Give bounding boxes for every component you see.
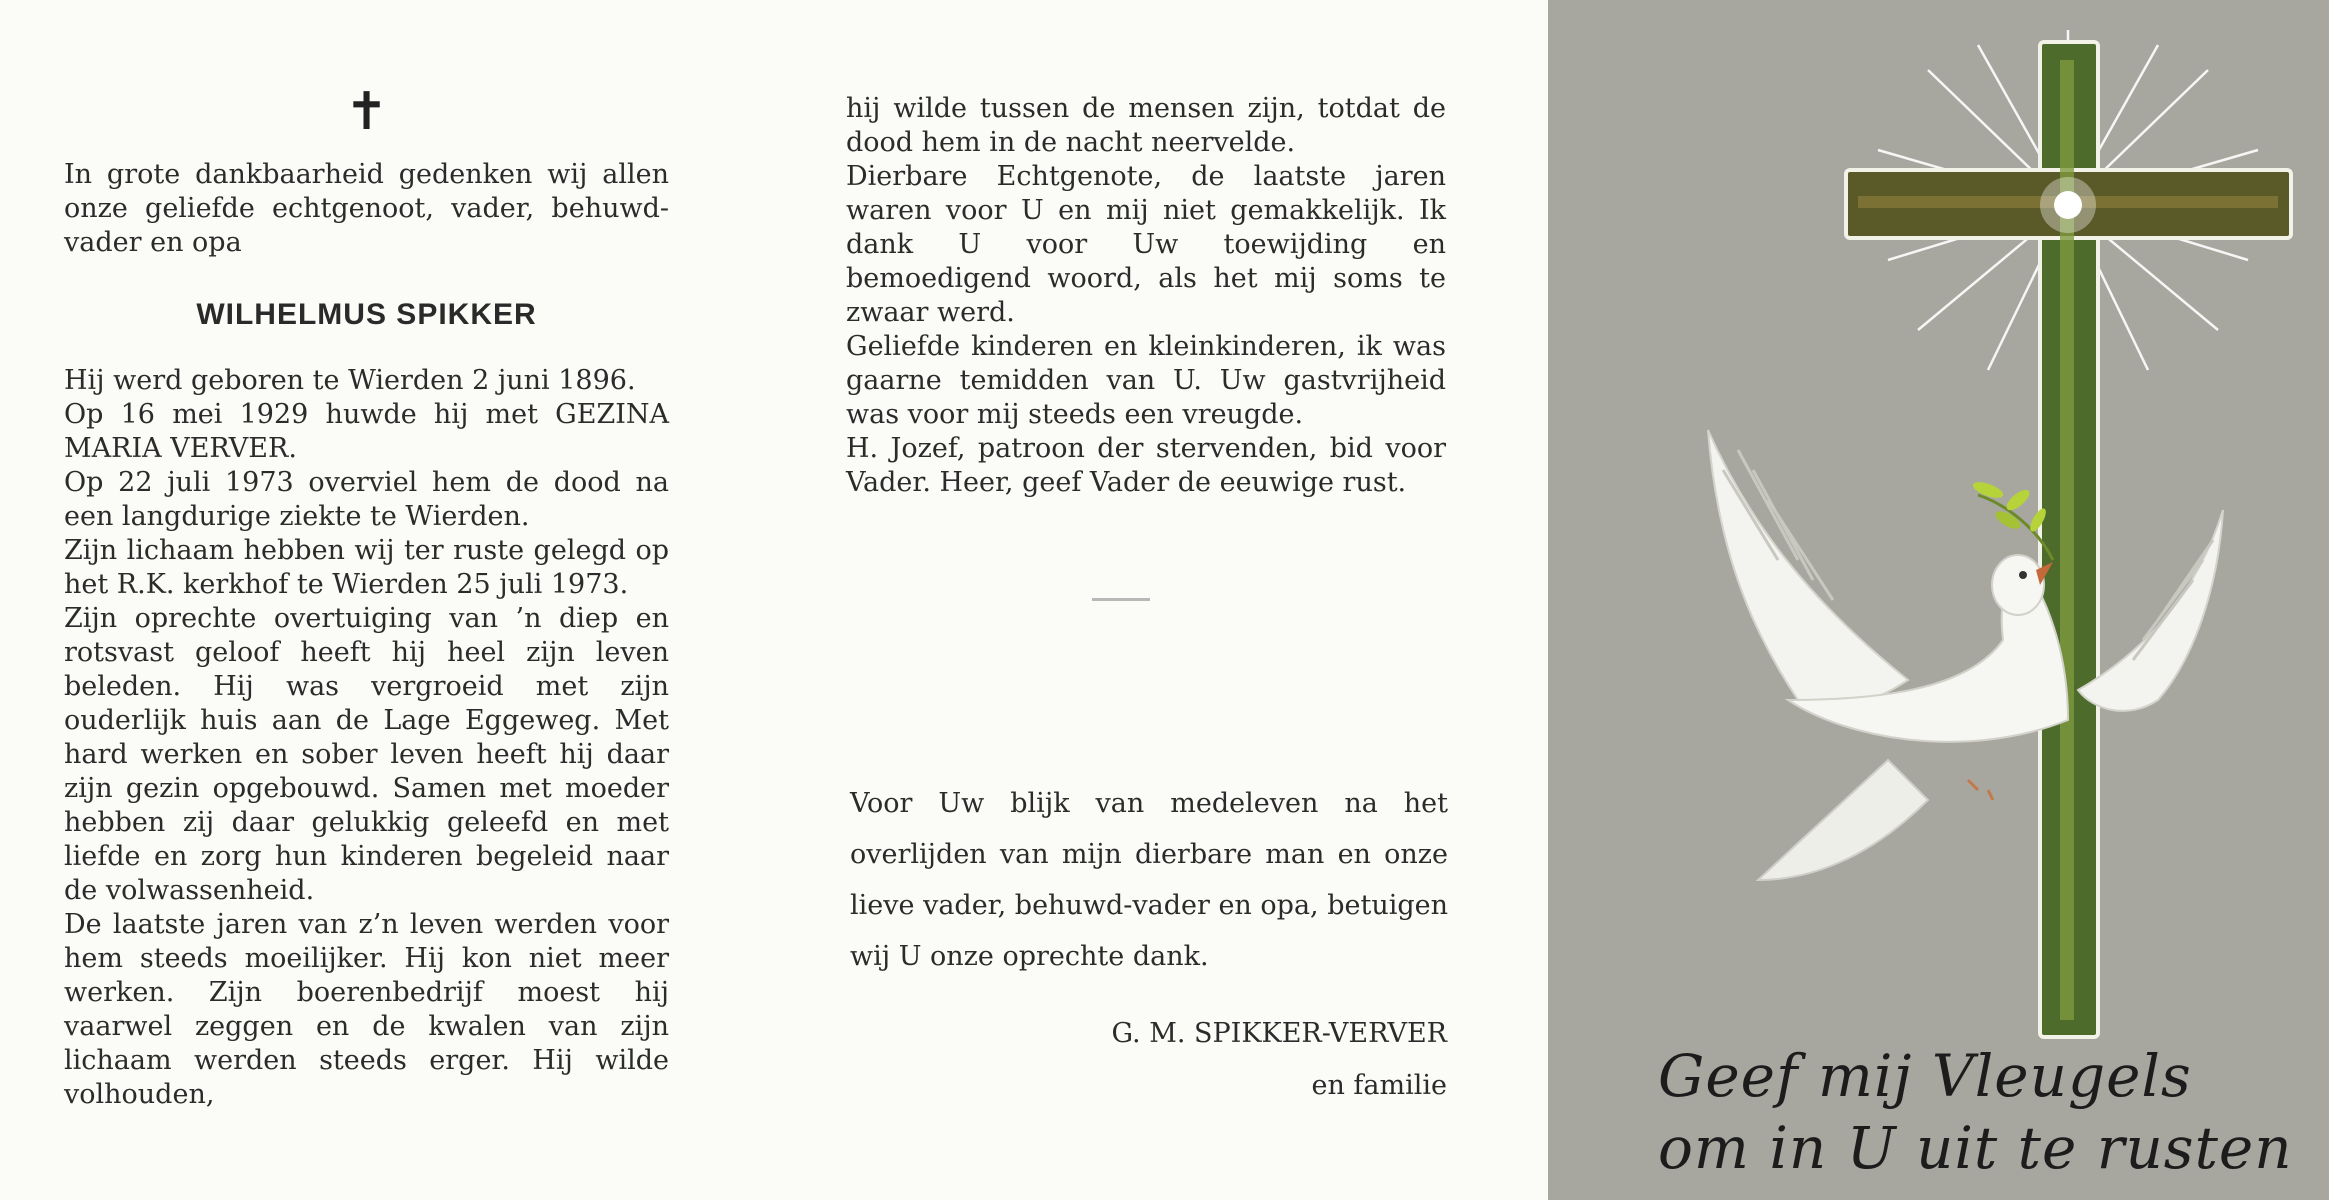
deceased-name: WILHELMUS SPIKKER [196,298,537,331]
cross-icon [1846,42,2291,1037]
paragraph: Op 22 juli 1973 overviel hem de dood na een langdurige ziekte te Wierden. [64,467,669,532]
paragraph: De laatste jaren van z’n leven werden voor hem steeds moeilijker. Hij kon niet meer werken. Zijn boerenbedrijf moest hij vaarwel zeggen en de kwalen van zijn lichaam werden steeds erger. Hij wilde volhouden, [64,909,669,1110]
intro-text: In grote dankbaarheid gedenken wij allen onze geliefde echtgenoot, vader, behuwd-vader en opa [64,159,669,258]
paragraph: Zijn lichaam hebben wij ter ruste gelegd op het R.K. kerkhof te Wierden 25 juli 1973. [64,535,669,600]
text-column-middle [846,92,1446,500]
thanks-text: Voor Uw blijk van medeleven na het overlijden van mijn dierbare man en onze lieve vader, behuwd-vader en opa, betuigen wij U onze oprechte dank. [850,788,1448,972]
signature-block [1111,1008,1447,1112]
paragraph: Hij werd geboren te Wierden 2 juni 1896. [64,365,636,396]
motto-line: om in U uit te rusten [1658,1114,2293,1182]
paragraph: Dierbare Echtgenote, de laatste jaren waren voor U en mij niet gemakkelijk. Ik dank U voor Uw toewijding en bemoedigend woord, als het mij soms te zwaar werd. [846,161,1446,328]
cross-icon: ✝ [344,82,389,142]
divider [1092,598,1150,601]
illustration [1548,0,2329,1200]
paragraph: Zijn oprechte overtuiging van ’n diep en rotsvast geloof heeft hij heel zijn leven beleden. Hij was vergroeid met zijn ouderlijk huis aan de Lage Eggeweg. Met hard werken en sober leven heeft hij daar zijn gezin opgebouwd. Samen met moeder hebben zij daar gelukkig geleefd en met liefde en zorg hun kinderen begeleid naar de volwassenheid. [64,603,669,906]
thanks-block [850,778,1448,982]
signature-name: G. M. SPIKKER-VERVER [1111,1018,1447,1049]
motto [1658,1040,2298,1184]
paragraph: Geliefde kinderen en kleinkinderen, ik was gaarne temidden van U. Uw gastvrijheid was voor mij steeds een vreugde. [846,331,1446,430]
paragraph: H. Jozef, patroon der stervenden, bid voor Vader. Heer, geef Vader de eeuwige rust. [846,433,1446,498]
paragraph: hij wilde tussen de mensen zijn, totdat de dood hem in de nacht neervelde. [846,93,1446,158]
dove-icon [1708,430,2223,880]
signature-sub: en familie [1311,1070,1447,1101]
picture-panel [1548,0,2329,1200]
paragraph: Op 16 mei 1929 huwde hij met GEZINA MARIA VERVER. [64,399,669,464]
motto-line: Geef mij Vleugels [1658,1042,2192,1110]
text-column-left [64,82,669,1112]
